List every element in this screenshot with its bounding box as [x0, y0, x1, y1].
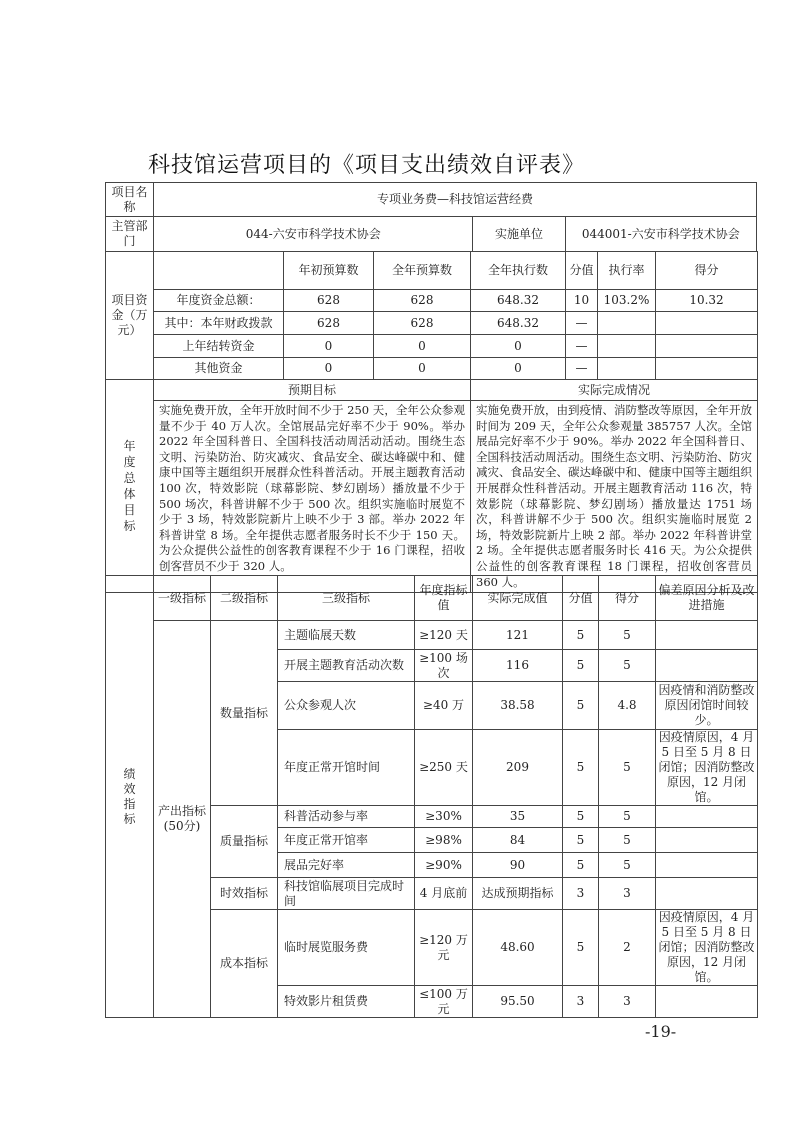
indicator-weight: 5: [563, 853, 599, 878]
header-score: 得分: [599, 576, 656, 621]
header-level1: 一级指标: [154, 576, 211, 621]
funds-annual: 0: [374, 358, 471, 380]
indicator-weight: 3: [563, 986, 599, 1018]
project-name-row: [106, 183, 757, 217]
indicators-table: [105, 575, 758, 1018]
funds-weight: —: [566, 312, 598, 335]
funds-weight: —: [566, 358, 598, 380]
indicators-header-row: [106, 576, 758, 621]
funds-header-blank: [154, 252, 284, 290]
goals-section-label: 年度总体目标: [106, 380, 154, 593]
indicator-weight: 5: [563, 682, 599, 730]
funds-rate: [598, 312, 656, 335]
indicator-score: 3: [599, 878, 656, 910]
indicator-actual: 121: [473, 621, 563, 650]
actual-goal-header: 实际完成情况: [471, 380, 758, 401]
header-weight: 分值: [563, 576, 599, 621]
funds-header-initial: 年初预算数: [284, 252, 374, 290]
indicator-target: ≥98%: [415, 828, 473, 853]
indicator-weight: 5: [563, 910, 599, 986]
indicator-name: 开展主题教育活动次数: [278, 650, 415, 682]
implementing-unit-value: 044001-六安市科学技术协会: [565, 217, 756, 252]
indicator-name: 展品完好率: [278, 853, 415, 878]
department-row: [106, 217, 757, 252]
expected-goal-text: 实施免费开放，全年开放时间不少于 250 天，全年公众参观量不少于 40 万人次。全馆展品完好率不少于 90%。举办 2022 年全国科普日、全国科技活动周活动活动。围绕生态文明、污染防治、防灾减灾、食品安全、碳达峰碳中和、健康中国等主题组织开展群众性科普活动。开展主题教育活动 100 次，特效影院（球幕影院、梦幻剧场）播放量不少于 500 场次，科普讲解不少于 500 次。组织实施临时展览不少于 3 场，特效影院新片上映不少于 3 部。举办 2022 年科普讲堂 8 场。全年提供志愿者服务时长不少于 150 天。为公众提供公益性的创客教育课程不少于 16 门课程，招收创客营员不少于 320 人。: [154, 401, 471, 593]
self-evaluation-table: [105, 182, 757, 252]
indicator-target: ≥40 万: [415, 682, 473, 730]
indicator-name: 科技馆临展项目完成时间: [278, 878, 415, 910]
funds-rate: [598, 358, 656, 380]
funds-annual: 0: [374, 335, 471, 358]
indicator-target: ≥120 万元: [415, 910, 473, 986]
indicator-target: ≥100 场次: [415, 650, 473, 682]
department-label: 主管部门: [106, 217, 154, 252]
indicator-target: 4 月底前: [415, 878, 473, 910]
funds-row: [106, 335, 758, 358]
implementing-unit-label: 实施单位: [473, 217, 565, 252]
indicator-score: 5: [599, 621, 656, 650]
indicator-note: [656, 986, 758, 1018]
funds-score: [656, 312, 758, 335]
funds-weight: —: [566, 335, 598, 358]
funds-rate: [598, 335, 656, 358]
indicator-actual: 95.50: [473, 986, 563, 1018]
funds-initial: 0: [284, 335, 374, 358]
funds-header-executed: 全年执行数: [471, 252, 566, 290]
indicator-actual: 84: [473, 828, 563, 853]
indicator-target: ≥120 天: [415, 621, 473, 650]
indicator-score: 4.8: [599, 682, 656, 730]
indicator-note: [656, 878, 758, 910]
actual-goal-text: 实施免费开放，由到疫情、消防整改等原因，全年开放时间为 209 天，全年公众参观量 385757 人次。全馆展品完好率不少于 90%。举办 2022 年全国科普日、全国科技活动周活动。围绕生态文明、污染防治、防灾减灾、食品安全、碳达峰碳中和、健康中国等主题组织开展群众性科普活动。开展主题教育活动 116 次，特效影院（球幕影院、梦幻剧场）播放量达 1751 场次，科普讲解不少于 500 次。组织实施临时展览 2 场，特效影院新片上映 2 部。举办 2022 年科普讲堂 2 场。全年提供志愿者服务时长 416 天。为公众提供公益性的创客教育课程 18 门课程，招收创客营员 360 人。: [471, 401, 758, 593]
funds-weight: 10: [566, 290, 598, 312]
indicator-note: 因疫情原因，4 月 5 日至 5 月 8 日闭馆；因消防整改原因，12 月闭馆。: [656, 730, 758, 806]
expected-goal-header: 预期目标: [154, 380, 471, 401]
goals-header-row: [106, 380, 758, 401]
indicator-name: 特效影片租赁费: [278, 986, 415, 1018]
indicator-score: 5: [599, 853, 656, 878]
funds-score: 10.32: [656, 290, 758, 312]
indicator-weight: 5: [563, 650, 599, 682]
page-number: -19-: [645, 1022, 677, 1041]
header-note: 偏差原因分析及改进措施: [656, 576, 758, 621]
funds-score: [656, 358, 758, 380]
indicator-target: ≥250 天: [415, 730, 473, 806]
funds-executed: 648.32: [471, 290, 566, 312]
header-level3: 三级指标: [278, 576, 415, 621]
header-actual: 实际完成值: [473, 576, 563, 621]
indicator-weight: 5: [563, 621, 599, 650]
indicator-actual: 48.60: [473, 910, 563, 986]
level2-label: 数量指标: [211, 621, 278, 806]
indicator-actual: 35: [473, 806, 563, 828]
indicator-name: 主题临展天数: [278, 621, 415, 650]
funds-header-weight: 分值: [566, 252, 598, 290]
funds-section-label: 项目资金（万元）: [106, 252, 154, 380]
indicator-note: [656, 806, 758, 828]
funds-initial: 628: [284, 312, 374, 335]
funds-table: [105, 251, 758, 380]
indicator-row: [106, 621, 758, 650]
indicator-actual: 209: [473, 730, 563, 806]
indicator-name: 临时展览服务费: [278, 910, 415, 986]
project-name-label: 项目名称: [106, 183, 154, 217]
funds-score: [656, 335, 758, 358]
funds-header-rate: 执行率: [598, 252, 656, 290]
header-target: 年度指标值: [415, 576, 473, 621]
level1-label: 产出指标(50分): [154, 621, 211, 1018]
indicator-target: ≤100 万元: [415, 986, 473, 1018]
level2-label: 质量指标: [211, 806, 278, 878]
funds-header-row: [106, 252, 758, 290]
funds-annual: 628: [374, 290, 471, 312]
indicator-name: 公众参观人次: [278, 682, 415, 730]
funds-header-score: 得分: [656, 252, 758, 290]
indicator-score: 2: [599, 910, 656, 986]
indicator-note: 因疫情和消防整改原因闭馆时间较少。: [656, 682, 758, 730]
funds-row-label: 其他资金: [154, 358, 284, 380]
indicator-note: [656, 853, 758, 878]
goals-content-row: [106, 401, 758, 593]
funds-row-label: 其中：本年财政拨款: [154, 312, 284, 335]
funds-row: [106, 312, 758, 335]
funds-row: [106, 290, 758, 312]
header-level2: 二级指标: [211, 576, 278, 621]
project-name-value: 专项业务费—科技馆运营经费: [154, 183, 757, 217]
indicator-actual: 达成预期指标: [473, 878, 563, 910]
indicator-score: 5: [599, 730, 656, 806]
indicator-weight: 5: [563, 730, 599, 806]
level2-label: 时效指标: [211, 878, 278, 910]
indicator-note: 因疫情原因，4 月 5 日至 5 月 8 日闭馆；因消防整改原因，12 月闭馆。: [656, 910, 758, 986]
indicator-score: 3: [599, 986, 656, 1018]
funds-row-label: 上年结转资金: [154, 335, 284, 358]
department-value: 044-六安市科学技术协会: [154, 217, 473, 252]
funds-row-label: 年度资金总额：: [154, 290, 284, 312]
indicator-note: [656, 828, 758, 853]
funds-row: [106, 358, 758, 380]
indicator-name: 年度正常开馆时间: [278, 730, 415, 806]
indicator-name: 科普活动参与率: [278, 806, 415, 828]
indicator-score: 5: [599, 650, 656, 682]
indicator-weight: 5: [563, 806, 599, 828]
funds-initial: 628: [284, 290, 374, 312]
funds-rate: 103.2%: [598, 290, 656, 312]
funds-header-annual: 全年预算数: [374, 252, 471, 290]
level2-label: 成本指标: [211, 910, 278, 1018]
funds-executed: 0: [471, 335, 566, 358]
indicator-actual: 116: [473, 650, 563, 682]
funds-executed: 648.32: [471, 312, 566, 335]
indicator-target: ≥30%: [415, 806, 473, 828]
indicator-weight: 3: [563, 878, 599, 910]
indicators-section-label: 绩效指标: [106, 576, 154, 1018]
indicator-weight: 5: [563, 828, 599, 853]
funds-initial: 0: [284, 358, 374, 380]
indicator-actual: 90: [473, 853, 563, 878]
indicator-score: 5: [599, 828, 656, 853]
indicator-score: 5: [599, 806, 656, 828]
document-title: 科技馆运营项目的《项目支出绩效自评表》: [148, 153, 586, 178]
indicator-target: ≥90%: [415, 853, 473, 878]
indicator-note: [656, 650, 758, 682]
funds-annual: 628: [374, 312, 471, 335]
indicator-actual: 38.58: [473, 682, 563, 730]
indicator-name: 年度正常开馆率: [278, 828, 415, 853]
funds-executed: 0: [471, 358, 566, 380]
indicator-note: [656, 621, 758, 650]
goals-table: [105, 379, 758, 593]
